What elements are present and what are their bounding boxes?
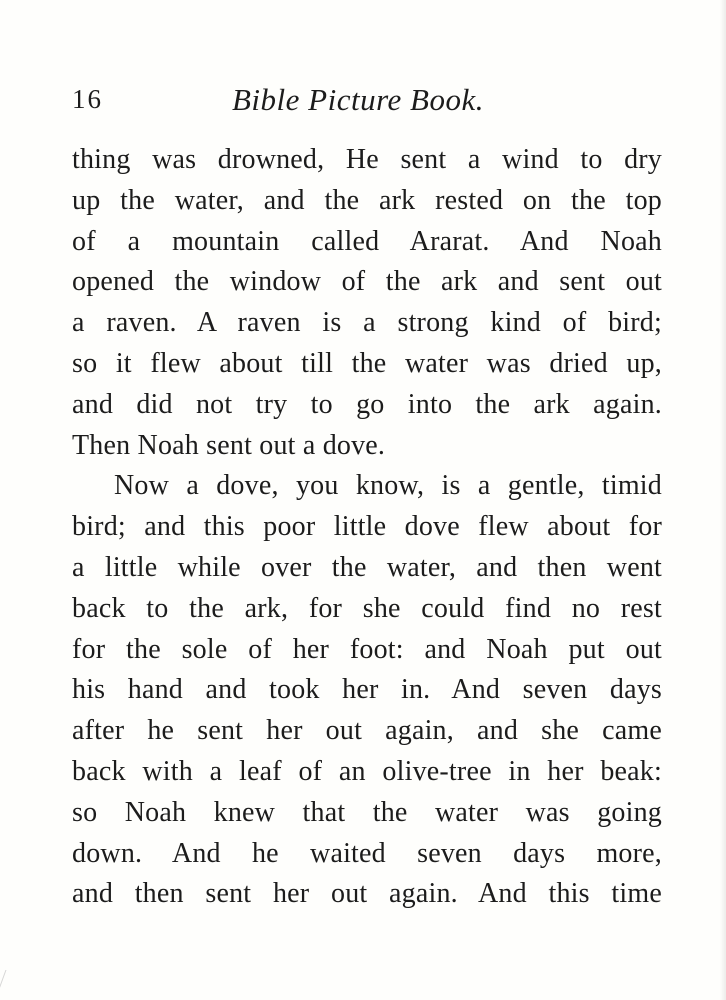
text-line: bird; and this poor little dove flew about for <box>72 511 662 543</box>
text-line: after he sent her out again, and she came <box>72 715 662 747</box>
text-line: back to the ark, for she could find no rest <box>72 592 662 624</box>
text-line: and then sent her out again. And this time <box>72 878 662 910</box>
text-line: back with a leaf of an olive-tree in her beak: <box>72 755 662 787</box>
page-number: 16 <box>72 84 103 114</box>
corner-mark <box>0 970 16 1000</box>
text-line: and did not try to go into the ark again. <box>72 388 662 420</box>
page-edge-shadow <box>720 0 726 1000</box>
text-line: Now a dove, you know, is a gentle, timid <box>114 470 662 502</box>
text-line: for the sole of her foot: and Noah put out <box>72 633 662 665</box>
running-head <box>72 78 654 126</box>
text-line: so it flew about till the water was dried up, <box>72 347 662 379</box>
text-line: his hand and took her in. And seven days <box>72 674 662 706</box>
running-title: Bible Picture Book. <box>232 82 484 117</box>
text-line: so Noah knew that the water was going <box>72 796 662 828</box>
text-line: up the water, and the ark rested on the top <box>72 184 662 216</box>
text-line: a raven. A raven is a strong kind of bird; <box>72 307 662 339</box>
body-text <box>72 140 662 915</box>
text-line: thing was drowned, He sent a wind to dry <box>72 144 662 175</box>
text-line: down. And he waited seven days more, <box>72 837 662 869</box>
text-line: Then Noah sent out a dove. <box>72 429 386 461</box>
text-line: a little while over the water, and then went <box>72 551 662 583</box>
text-line: of a mountain called Ararat. And Noah <box>72 225 662 257</box>
text-line: opened the window of the ark and sent out <box>72 266 662 298</box>
